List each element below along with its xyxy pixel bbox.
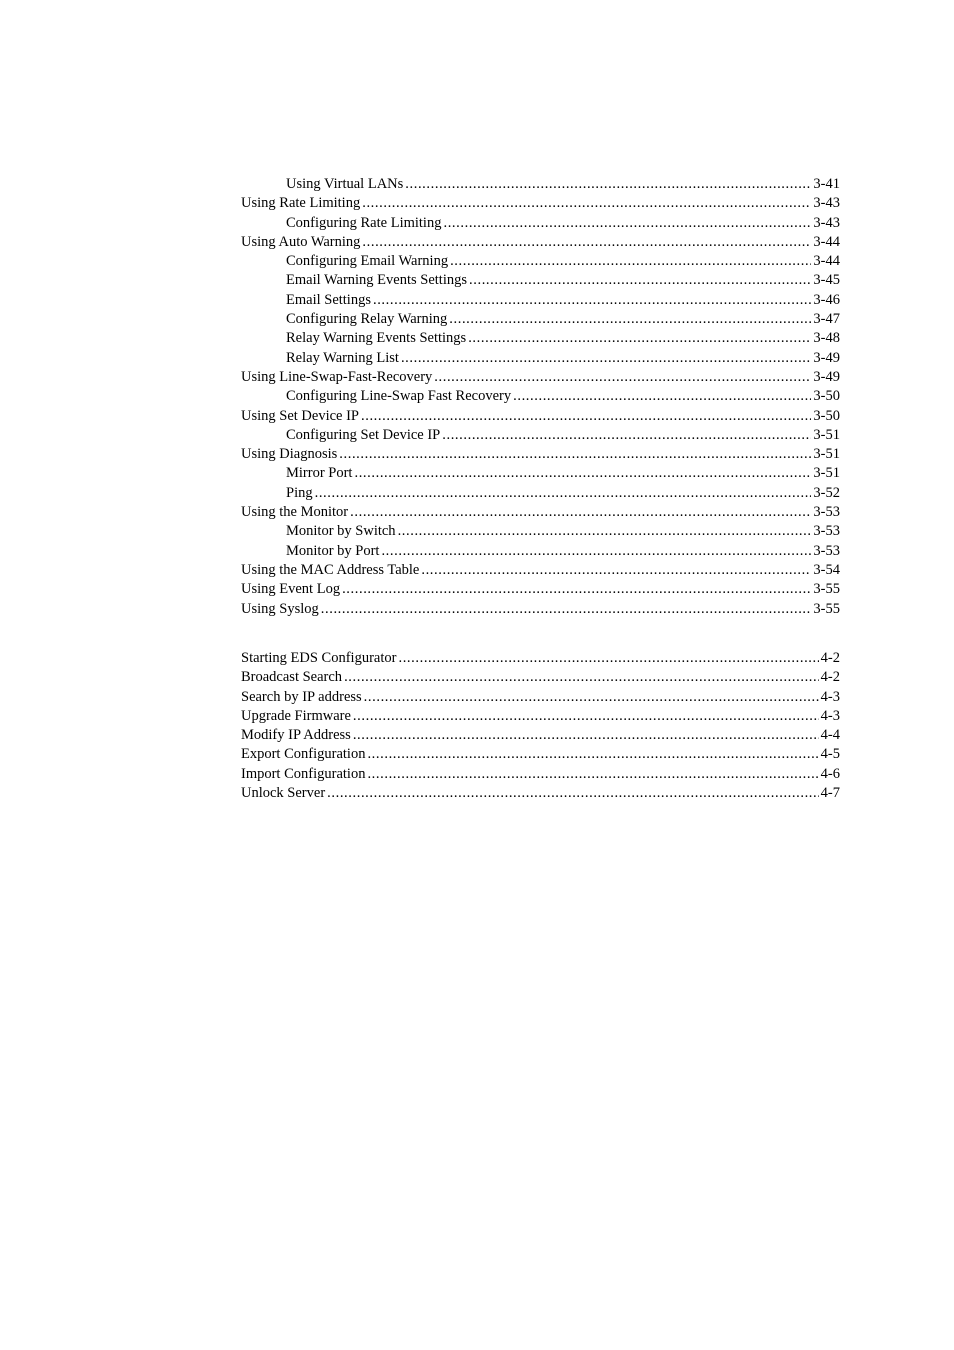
toc-entry-page-number: 3-54 [813, 561, 840, 578]
toc-dot-leader [342, 580, 811, 599]
toc-entry-page-number: 3-49 [813, 368, 840, 385]
toc-entry[interactable] [241, 252, 840, 271]
toc-dot-leader [362, 194, 811, 213]
toc-entry-page-number: 3-48 [813, 330, 840, 347]
toc-entry-page-number: 3-47 [813, 311, 840, 328]
toc-entry[interactable] [241, 426, 840, 445]
toc-entry-page-number: 3-53 [813, 523, 840, 540]
toc-entry-title: Mirror Port [286, 465, 353, 482]
toc-entry[interactable] [241, 387, 840, 406]
toc-entry[interactable] [241, 522, 840, 541]
toc-entry[interactable] [241, 503, 840, 522]
toc-dot-leader [434, 368, 811, 387]
toc-dot-leader [405, 175, 811, 194]
toc-dot-leader [339, 445, 811, 464]
toc-entry[interactable] [241, 707, 840, 726]
toc-dot-leader [513, 387, 811, 406]
toc-entry-title: Using Virtual LANs [286, 176, 404, 192]
toc-entry-page-number: 3-51 [813, 465, 840, 482]
toc-entry[interactable] [241, 194, 840, 213]
toc-entry[interactable] [241, 600, 840, 619]
toc-dot-leader [327, 784, 819, 803]
toc-entry-page-number: 3-46 [813, 291, 840, 308]
toc-entry-title: Configuring Rate Limiting [286, 214, 442, 231]
toc-entry-title: Email Settings [286, 291, 371, 308]
toc-entry-page-number: 3-50 [813, 407, 840, 424]
toc-entry-page-number: 4-2 [820, 669, 840, 686]
toc-dot-leader [373, 291, 811, 310]
toc-entry-page-number: 3-55 [813, 581, 840, 598]
toc-entry[interactable] [241, 561, 840, 580]
toc-entry[interactable] [241, 407, 840, 426]
toc-entry[interactable] [241, 329, 840, 348]
toc-entry[interactable] [241, 542, 840, 561]
toc-dot-leader [449, 310, 811, 329]
toc-entry[interactable] [241, 668, 840, 687]
toc-entry-title: Using the MAC Address Table [241, 561, 420, 578]
toc-section-chapter-3 [241, 175, 840, 619]
toc-entry[interactable] [241, 784, 840, 803]
toc-entry-title: Upgrade Firmware [241, 707, 351, 724]
toc-entry-title: Using Event Log [241, 581, 341, 598]
toc-entry-title: Relay Warning List [286, 349, 399, 366]
toc-entry-title: Using Auto Warning [241, 233, 361, 250]
toc-entry-page-number: 3-49 [813, 349, 840, 366]
toc-entry[interactable] [241, 464, 840, 483]
toc-entry[interactable] [241, 445, 840, 464]
toc-dot-leader [442, 426, 811, 445]
toc-entry[interactable] [241, 349, 840, 368]
toc-dot-leader [353, 726, 819, 745]
toc-entry-title: Configuring Set Device IP [286, 426, 441, 443]
toc-entry-title: Modify IP Address [241, 727, 351, 744]
toc-entry[interactable] [241, 233, 840, 252]
toc-dot-leader [381, 542, 811, 561]
toc-dot-leader [362, 233, 811, 252]
toc-entry-page-number: 4-3 [820, 688, 840, 705]
toc-entry-title: Using Diagnosis [241, 446, 338, 463]
toc-entry-title: Using Rate Limiting [241, 195, 361, 212]
toc-entry-title: Unlock Server [241, 785, 326, 802]
toc-entry-page-number: 3-53 [813, 542, 840, 559]
toc-entry-page-number: 3-51 [813, 446, 840, 463]
toc-entry[interactable] [241, 745, 840, 764]
toc-dot-leader [315, 484, 812, 503]
toc-entry[interactable] [241, 214, 840, 233]
toc-dot-leader [401, 349, 811, 368]
toc-entry-page-number: 3-45 [813, 272, 840, 289]
toc-entry-page-number: 3-51 [813, 426, 840, 443]
toc-entry-title: Monitor by Switch [286, 523, 396, 540]
toc-dot-leader [354, 464, 811, 483]
toc-entry-page-number: 4-5 [820, 746, 840, 763]
toc-entry-page-number: 3-44 [813, 253, 840, 270]
toc-entry[interactable] [241, 310, 840, 329]
toc-entry-title: Export Configuration [241, 746, 366, 763]
toc-entry-page-number: 3-43 [813, 214, 840, 231]
toc-dot-leader [398, 522, 812, 541]
toc-entry-page-number: 3-44 [813, 233, 840, 250]
toc-entry-page-number: 4-3 [820, 707, 840, 724]
toc-entry-title: Configuring Email Warning [286, 253, 449, 270]
toc-entry-title: Search by IP address [241, 688, 362, 705]
toc-entry-title: Monitor by Port [286, 542, 380, 559]
toc-entry-page-number: 3-52 [813, 484, 840, 501]
toc-entry-title: Using Line-Swap-Fast-Recovery [241, 368, 433, 385]
toc-entry-page-number: 3-50 [813, 388, 840, 405]
toc-dot-leader [344, 668, 819, 687]
toc-entry[interactable] [241, 726, 840, 745]
toc-dot-leader [450, 252, 811, 271]
toc-entry-title: Import Configuration [241, 765, 366, 782]
toc-entry[interactable] [241, 291, 840, 310]
toc-entry-page-number: 4-7 [820, 785, 840, 802]
toc-entry-page-number: 3-53 [813, 504, 840, 521]
toc-entry[interactable] [241, 688, 840, 707]
toc-entry-page-number: 4-2 [820, 650, 840, 666]
toc-entry[interactable] [241, 765, 840, 784]
toc-entry-title: Starting EDS Configurator [241, 650, 397, 666]
toc-entry-page-number: 4-4 [820, 727, 840, 744]
toc-entry-title: Using Syslog [241, 600, 319, 617]
toc-dot-leader [421, 561, 811, 580]
toc-entry-title: Relay Warning Events Settings [286, 330, 467, 347]
toc-dot-leader [353, 707, 819, 726]
toc-entry-page-number: 3-55 [813, 600, 840, 617]
toc-entry[interactable] [241, 175, 840, 194]
toc-entry[interactable] [241, 271, 840, 290]
toc-entry[interactable] [241, 368, 840, 387]
toc-dot-leader [398, 649, 818, 668]
toc-entry[interactable] [241, 580, 840, 599]
toc-entry[interactable] [241, 649, 840, 668]
toc-entry-title: Broadcast Search [241, 669, 343, 686]
toc-entry-title: Using Set Device IP [241, 407, 359, 424]
toc-entry-page-number: 4-6 [820, 765, 840, 782]
toc-dot-leader [443, 214, 811, 233]
toc-entry-page-number: 3-41 [813, 176, 840, 192]
toc-dot-leader [350, 503, 811, 522]
toc-dot-leader [468, 329, 811, 348]
toc-entry-title: Configuring Relay Warning [286, 311, 448, 328]
toc-dot-leader [469, 271, 811, 290]
toc-entry-title: Configuring Line-Swap Fast Recovery [286, 388, 512, 405]
toc-dot-leader [361, 407, 811, 426]
toc-entry-page-number: 3-43 [813, 195, 840, 212]
toc-section-chapter-4 [241, 649, 840, 803]
toc-dot-leader [367, 745, 818, 764]
toc-entry[interactable] [241, 484, 840, 503]
toc-dot-leader [367, 765, 818, 784]
toc-dot-leader [321, 600, 812, 619]
toc-entry-title: Ping [286, 484, 313, 501]
toc-entry-title: Using the Monitor [241, 504, 349, 521]
toc-dot-leader [364, 688, 819, 707]
toc-entry-title: Email Warning Events Settings [286, 272, 468, 289]
